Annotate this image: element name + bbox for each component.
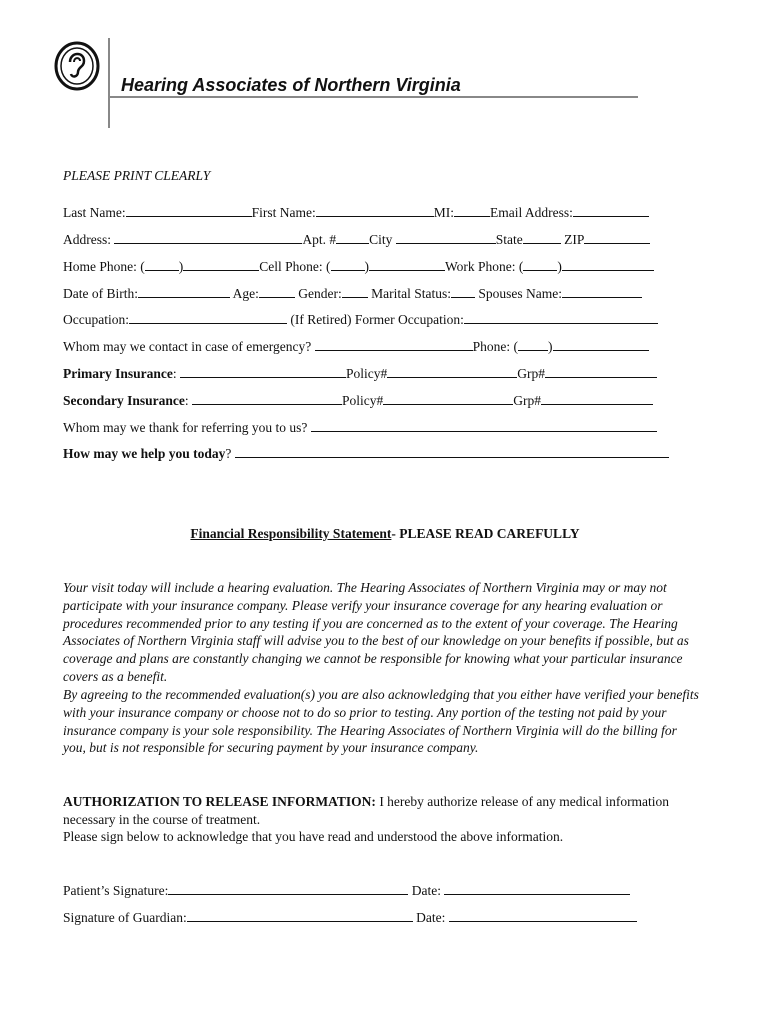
primary-grp-label: Grp#: [517, 366, 546, 381]
mi-field[interactable]: [454, 204, 490, 217]
emergency-contact-field[interactable]: [315, 338, 473, 351]
guardian-signature-label: Signature of Guardian:: [63, 910, 187, 925]
referral-row: [63, 419, 657, 436]
address-row: [63, 231, 650, 248]
work-phone-label: Work Phone: (: [445, 259, 524, 274]
last-name-label: Last Name:: [63, 205, 126, 220]
marital-label: Marital Status:: [371, 286, 451, 301]
emergency-area-code-field[interactable]: [518, 338, 548, 351]
state-label: State: [495, 232, 523, 247]
first-name-field[interactable]: [316, 204, 434, 217]
state-field[interactable]: [523, 231, 561, 244]
cell-area-code-field[interactable]: [331, 258, 365, 271]
financial-paragraph-2: By agreeing to the recommended evaluation(s) you are also acknowledging that you either have verified your benefits with your insurance company or choose not to do so prior to testing. Any portion of the testing not paid by your insurance company is your sole responsibility. The Hearing Associates of Northern Virginia will do the billing for you, but is not responsible for securing payment by your insurance company.: [63, 687, 699, 756]
acknowledge-text: Please sign below to acknowledge that you have read and understood the above information.: [63, 829, 564, 844]
primary-insurance-label: Primary Insurance: [63, 366, 173, 381]
apt-field[interactable]: [336, 231, 369, 244]
home-phone-field[interactable]: [183, 258, 259, 271]
emergency-phone-field[interactable]: [553, 338, 649, 351]
dob-label: Date of Birth:: [63, 286, 138, 301]
secondary-insurance-label: Secondary Insurance: [63, 393, 185, 408]
work-phone-field[interactable]: [562, 258, 654, 271]
guardian-date-label: Date:: [416, 910, 446, 925]
primary-policy-field[interactable]: [387, 365, 517, 378]
city-label: City: [369, 232, 393, 247]
authorization-text: I hereby authorize release of any medical information necessary in the course of treatment.: [63, 794, 670, 827]
referral-label: Whom may we thank for referring you to us?: [63, 420, 308, 435]
occupation-row: [63, 311, 658, 328]
emergency-label: Whom may we contact in case of emergency?: [63, 339, 312, 354]
occupation-label: Occupation:: [63, 312, 129, 327]
patient-signature-row: [63, 882, 630, 899]
zip-field[interactable]: [584, 231, 650, 244]
secondary-grp-label: Grp#: [513, 393, 542, 408]
email-label: Email Address:: [489, 205, 573, 220]
gender-label: Gender:: [298, 286, 342, 301]
financial-heading-title: Financial Responsibility Statement: [190, 526, 392, 541]
primary-insurance-row: Primary Insurance: Policy# Grp#: [63, 365, 657, 382]
help-row: How may we help you today?: [63, 445, 669, 462]
apt-label: Apt. #: [302, 232, 337, 247]
header-vertical-rule: [108, 38, 110, 128]
home-phone-label: Home Phone: (: [63, 259, 145, 274]
patient-date-label: Date:: [411, 883, 441, 898]
primary-grp-field[interactable]: [545, 365, 657, 378]
secondary-policy-label: Policy#: [342, 393, 384, 408]
emergency-row: Whom may we contact in case of emergency? Phone: ( ): [63, 338, 649, 355]
emergency-phone-label: Phone: (: [472, 339, 519, 354]
financial-paragraph-1: Your visit today will include a hearing evaluation. The Hearing Associates of Northern Virginia may or may not participate with your insurance company. Please verify your insurance coverage for any hearing evaluation or procedures recommended prior to any testing if you are concerned as to the extent of your coverage. The Hearing Associates of Northern Virginia staff will advise you to the best of our knowledge on your benefits if possible, but as coverage and plans are constantly changing we cannot be responsible for knowing what your particular insurance covers as a benefit.: [63, 580, 689, 684]
mi-label: MI:: [433, 205, 454, 220]
header-horizontal-rule: [110, 96, 638, 98]
dob-field[interactable]: [138, 285, 230, 298]
guardian-signature-row: [63, 909, 637, 926]
last-name-field[interactable]: [126, 204, 252, 217]
cell-phone-field[interactable]: [369, 258, 445, 271]
guardian-signature-field[interactable]: [187, 909, 413, 922]
help-field[interactable]: [235, 445, 669, 458]
patient-date-field[interactable]: [444, 882, 630, 895]
referral-field[interactable]: [311, 419, 657, 432]
primary-policy-label: Policy#: [346, 366, 388, 381]
secondary-insurance-row: Secondary Insurance: Policy# Grp#: [63, 392, 653, 409]
guardian-date-field[interactable]: [449, 909, 637, 922]
authorization-block: [63, 793, 703, 829]
secondary-insurance-field[interactable]: [192, 392, 342, 405]
zip-label: ZIP: [564, 232, 585, 247]
cell-phone-label: Cell Phone: (: [259, 259, 331, 274]
phone-row: Home Phone: ( ) Cell Phone: ( ) Work Phone: ( ): [63, 258, 654, 275]
personal-row: [63, 285, 642, 302]
authorization-label: AUTHORIZATION TO RELEASE INFORMATION:: [63, 794, 376, 809]
patient-signature-field[interactable]: [168, 882, 408, 895]
marital-field[interactable]: [451, 285, 475, 298]
first-name-label: First Name:: [251, 205, 316, 220]
print-clearly-instruction: PLEASE PRINT CLEARLY: [63, 168, 211, 183]
gender-field[interactable]: [342, 285, 368, 298]
ear-in-circle-icon: [53, 40, 101, 92]
work-area-code-field[interactable]: [523, 258, 557, 271]
former-occupation-label: (If Retired) Former Occupation:: [290, 312, 464, 327]
financial-heading-note: - PLEASE READ CAREFULLY: [391, 526, 580, 541]
practice-title: Hearing Associates of Northern Virginia: [121, 75, 461, 95]
spouse-label: Spouses Name:: [478, 286, 562, 301]
age-label: Age:: [232, 286, 259, 301]
email-field[interactable]: [573, 204, 649, 217]
former-occupation-field[interactable]: [464, 311, 658, 324]
help-label: How may we help you today: [63, 446, 226, 461]
address-label: Address:: [63, 232, 111, 247]
home-area-code-field[interactable]: [145, 258, 179, 271]
city-field[interactable]: [396, 231, 496, 244]
spouse-field[interactable]: [562, 285, 642, 298]
name-row: [63, 204, 649, 221]
secondary-policy-field[interactable]: [383, 392, 513, 405]
age-field[interactable]: [259, 285, 295, 298]
secondary-grp-field[interactable]: [541, 392, 653, 405]
occupation-field[interactable]: [129, 311, 287, 324]
address-field[interactable]: [114, 231, 302, 244]
financial-heading: [0, 526, 770, 542]
primary-insurance-field[interactable]: [180, 365, 346, 378]
patient-signature-label: Patient’s Signature:: [63, 883, 169, 898]
